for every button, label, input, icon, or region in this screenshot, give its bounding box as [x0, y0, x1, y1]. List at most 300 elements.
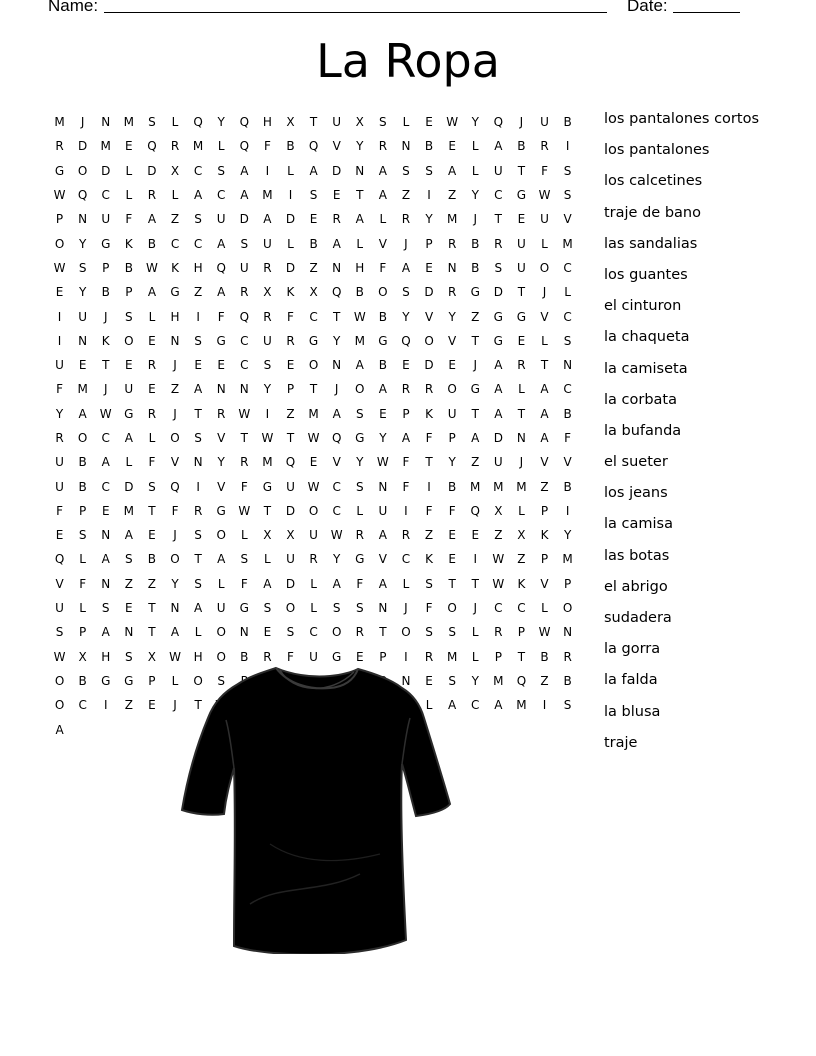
grid-letter[interactable]: L — [541, 333, 548, 348]
grid-letter[interactable]: Y — [448, 455, 456, 470]
grid-letter[interactable]: R — [170, 139, 180, 154]
grid-letter[interactable]: V — [378, 552, 387, 567]
grid-letter[interactable]: T — [356, 188, 364, 203]
grid-letter[interactable]: C — [309, 309, 318, 324]
grid-letter[interactable]: A — [170, 625, 180, 640]
grid-letter[interactable]: F — [541, 163, 548, 178]
grid-letter[interactable]: E — [448, 139, 456, 154]
grid-letter[interactable]: R — [240, 285, 249, 300]
grid-letter[interactable]: V — [563, 212, 572, 227]
grid-letter[interactable]: B — [240, 649, 249, 664]
grid-letter[interactable]: C — [494, 188, 503, 203]
grid-letter[interactable]: L — [310, 576, 317, 591]
grid-letter[interactable]: R — [401, 528, 411, 543]
grid-letter[interactable]: U — [493, 455, 503, 470]
grid-letter[interactable]: F — [125, 212, 133, 227]
grid-letter[interactable]: A — [101, 625, 110, 640]
grid-letter[interactable]: P — [494, 649, 502, 664]
grid-letter[interactable]: K — [171, 260, 179, 275]
grid-letter[interactable]: X — [286, 528, 295, 543]
grid-letter[interactable]: O — [308, 358, 319, 373]
grid-letter[interactable]: D — [285, 260, 296, 275]
grid-letter[interactable]: Y — [563, 528, 572, 543]
grid-letter[interactable]: I — [103, 698, 108, 713]
grid-letter[interactable]: Z — [309, 260, 318, 275]
grid-letter[interactable]: N — [378, 479, 388, 494]
grid-letter[interactable]: Y — [471, 115, 479, 130]
grid-letter[interactable]: A — [378, 528, 387, 543]
grid-letter[interactable]: L — [171, 188, 179, 203]
grid-letter[interactable]: S — [563, 188, 572, 203]
grid-letter[interactable]: Y — [78, 236, 87, 251]
grid-letter[interactable]: E — [217, 358, 225, 373]
grid-letter[interactable]: E — [471, 528, 480, 543]
grid-letter[interactable]: V — [563, 455, 572, 470]
grid-letter[interactable]: R — [401, 212, 411, 227]
grid-letter[interactable]: P — [148, 673, 156, 688]
grid-letter[interactable]: K — [517, 576, 526, 591]
grid-letter[interactable]: T — [333, 309, 341, 324]
grid-letter[interactable]: U — [286, 479, 295, 494]
grid-letter[interactable]: C — [101, 479, 110, 494]
grid-letter[interactable]: W — [492, 552, 505, 567]
grid-letter[interactable]: L — [564, 285, 571, 300]
grid-letter[interactable]: J — [473, 212, 477, 227]
grid-letter[interactable]: C — [193, 163, 203, 178]
grid-letter[interactable]: D — [147, 163, 157, 178]
grid-letter[interactable]: N — [193, 455, 203, 470]
grid-letter[interactable]: N — [101, 576, 111, 591]
grid-letter[interactable]: Q — [239, 115, 250, 130]
grid-letter[interactable]: R — [55, 139, 64, 154]
grid-letter[interactable]: L — [79, 601, 86, 616]
grid-letter[interactable]: M — [77, 382, 88, 397]
grid-letter[interactable]: X — [170, 163, 180, 178]
grid-letter[interactable]: D — [493, 431, 503, 445]
grid-letter[interactable]: E — [309, 212, 318, 227]
grid-letter[interactable]: N — [355, 163, 365, 178]
grid-letter[interactable]: T — [194, 406, 202, 421]
grid-letter[interactable]: O — [193, 673, 203, 688]
grid-letter[interactable]: T — [494, 212, 502, 227]
grid-letter[interactable]: K — [286, 285, 295, 300]
grid-letter[interactable]: I — [427, 479, 431, 494]
grid-letter[interactable]: I — [265, 163, 270, 178]
grid-letter[interactable]: Z — [540, 673, 549, 688]
grid-letter[interactable]: O — [355, 382, 365, 397]
grid-letter[interactable]: T — [471, 333, 479, 348]
grid-letter[interactable]: R — [563, 649, 572, 664]
grid-letter[interactable]: E — [194, 358, 202, 373]
grid-letter[interactable]: X — [263, 528, 272, 543]
grid-letter[interactable]: F — [263, 139, 271, 154]
grid-letter[interactable]: B — [563, 673, 572, 688]
grid-letter[interactable]: E — [425, 673, 433, 688]
grid-letter[interactable]: G — [101, 236, 111, 251]
grid-letter[interactable]: A — [355, 212, 364, 227]
grid-letter[interactable]: T — [240, 431, 248, 445]
grid-letter[interactable]: A — [378, 163, 387, 178]
grid-letter[interactable]: G — [493, 333, 503, 348]
grid-letter[interactable]: H — [193, 649, 203, 664]
grid-letter[interactable]: E — [355, 649, 364, 664]
grid-letter[interactable]: A — [101, 455, 110, 470]
grid-letter[interactable]: Z — [494, 528, 503, 543]
grid-letter[interactable]: A — [332, 236, 341, 251]
grid-letter[interactable]: W — [238, 503, 251, 518]
grid-letter[interactable]: B — [286, 139, 295, 154]
grid-letter[interactable]: J — [173, 528, 177, 543]
grid-letter[interactable]: R — [217, 406, 226, 421]
grid-letter[interactable]: S — [425, 625, 433, 640]
grid-letter[interactable]: R — [494, 625, 503, 640]
grid-letter[interactable]: L — [217, 139, 225, 154]
grid-letter[interactable]: E — [125, 358, 133, 373]
grid-letter[interactable]: W — [238, 406, 251, 421]
grid-letter[interactable]: T — [517, 285, 526, 300]
grid-letter[interactable]: C — [332, 479, 341, 494]
grid-letter[interactable]: M — [470, 479, 481, 494]
grid-letter[interactable]: P — [286, 382, 295, 397]
grid-letter[interactable]: B — [563, 479, 572, 494]
grid-letter[interactable]: A — [147, 285, 157, 300]
grid-letter[interactable]: A — [378, 576, 387, 591]
grid-letter[interactable]: S — [194, 333, 202, 348]
grid-letter[interactable]: A — [378, 382, 387, 397]
grid-letter[interactable]: T — [471, 406, 479, 421]
grid-letter[interactable]: T — [148, 503, 156, 518]
grid-letter[interactable]: X — [355, 115, 364, 130]
grid-letter[interactable]: U — [517, 260, 526, 275]
grid-letter[interactable]: A — [217, 552, 226, 567]
grid-letter[interactable]: Y — [263, 382, 272, 397]
grid-letter[interactable]: U — [540, 115, 549, 130]
grid-letter[interactable]: Q — [331, 431, 342, 445]
grid-letter[interactable]: A — [263, 212, 272, 227]
grid-letter[interactable]: K — [425, 406, 433, 421]
grid-letter[interactable]: E — [286, 358, 295, 373]
grid-letter[interactable]: Z — [471, 455, 480, 470]
grid-letter[interactable]: B — [448, 479, 457, 494]
grid-letter[interactable]: L — [471, 139, 479, 154]
grid-letter[interactable]: W — [145, 260, 158, 275]
grid-letter[interactable]: Q — [331, 285, 342, 300]
grid-letter[interactable]: O — [54, 236, 65, 251]
grid-letter[interactable]: J — [519, 455, 524, 470]
grid-letter[interactable]: O — [124, 333, 134, 348]
grid-letter[interactable]: P — [517, 625, 526, 640]
grid-letter[interactable]: P — [563, 576, 572, 591]
grid-letter[interactable]: B — [147, 552, 157, 567]
grid-letter[interactable]: Y — [471, 188, 479, 203]
grid-letter[interactable]: L — [79, 552, 86, 567]
grid-letter[interactable]: S — [217, 163, 226, 178]
grid-letter[interactable]: U — [262, 333, 272, 348]
grid-letter[interactable]: O — [170, 552, 180, 567]
grid-letter[interactable]: F — [402, 455, 410, 470]
grid-letter[interactable]: A — [494, 382, 503, 397]
grid-letter[interactable]: P — [55, 212, 64, 227]
grid-letter[interactable]: O — [424, 333, 434, 348]
grid-letter[interactable]: X — [517, 528, 526, 543]
grid-letter[interactable]: N — [332, 260, 342, 275]
grid-letter[interactable]: S — [355, 601, 364, 616]
grid-letter[interactable]: F — [148, 455, 156, 470]
grid-letter[interactable]: T — [286, 431, 295, 445]
grid-letter[interactable]: N — [401, 673, 411, 688]
grid-letter[interactable]: M — [562, 236, 573, 251]
grid-letter[interactable]: E — [379, 406, 387, 421]
grid-letter[interactable]: L — [379, 212, 387, 227]
grid-letter[interactable]: V — [170, 455, 180, 470]
grid-letter[interactable]: A — [494, 698, 503, 713]
grid-letter[interactable]: X — [286, 115, 295, 130]
grid-letter[interactable]: D — [332, 163, 342, 178]
grid-letter[interactable]: C — [494, 601, 503, 616]
grid-letter[interactable]: A — [147, 212, 157, 227]
grid-letter[interactable]: M — [446, 649, 458, 664]
grid-letter[interactable]: A — [540, 431, 549, 445]
grid-letter[interactable]: R — [447, 236, 457, 251]
grid-letter[interactable]: B — [147, 236, 157, 251]
grid-letter[interactable]: S — [448, 625, 456, 640]
grid-letter[interactable]: Q — [170, 479, 180, 494]
grid-letter[interactable]: J — [404, 236, 408, 251]
grid-letter[interactable]: Z — [401, 188, 411, 203]
grid-letter[interactable]: G — [493, 309, 503, 324]
grid-letter[interactable]: P — [102, 260, 110, 275]
grid-letter[interactable]: E — [148, 528, 156, 543]
grid-letter[interactable]: P — [402, 406, 410, 421]
grid-letter[interactable]: S — [355, 479, 364, 494]
grid-letter[interactable]: M — [123, 115, 134, 130]
grid-letter[interactable]: W — [53, 188, 66, 203]
grid-letter[interactable]: F — [564, 431, 572, 445]
grid-letter[interactable]: B — [101, 285, 110, 300]
grid-letter[interactable]: G — [262, 479, 273, 494]
grid-letter[interactable]: G — [470, 285, 480, 300]
grid-letter[interactable]: Q — [77, 188, 88, 203]
grid-letter[interactable]: S — [125, 552, 133, 567]
grid-letter[interactable]: I — [57, 333, 62, 348]
grid-letter[interactable]: Q — [193, 115, 203, 130]
grid-letter[interactable]: H — [355, 260, 365, 275]
grid-letter[interactable]: U — [55, 601, 64, 616]
grid-letter[interactable]: Z — [170, 212, 180, 227]
grid-letter[interactable]: C — [240, 358, 249, 373]
grid-letter[interactable]: Y — [333, 333, 341, 348]
grid-letter[interactable]: I — [404, 503, 408, 518]
grid-letter[interactable]: U — [124, 382, 134, 397]
grid-letter[interactable]: T — [540, 358, 549, 373]
grid-letter[interactable]: B — [471, 236, 480, 251]
grid-letter[interactable]: Y — [448, 309, 456, 324]
grid-letter[interactable]: A — [194, 601, 203, 616]
grid-letter[interactable]: N — [78, 333, 88, 348]
grid-letter[interactable]: R — [540, 139, 549, 154]
grid-letter[interactable]: M — [516, 698, 527, 713]
grid-letter[interactable]: U — [332, 115, 342, 130]
grid-letter[interactable]: A — [194, 382, 203, 397]
grid-letter[interactable]: S — [402, 163, 410, 178]
grid-letter[interactable]: C — [563, 260, 572, 275]
grid-letter[interactable]: E — [148, 333, 156, 348]
grid-letter[interactable]: J — [334, 382, 339, 397]
grid-letter[interactable]: A — [471, 431, 480, 445]
grid-letter[interactable]: W — [492, 576, 505, 591]
grid-letter[interactable]: Y — [379, 431, 387, 445]
grid-letter[interactable]: G — [54, 163, 65, 178]
grid-letter[interactable]: A — [101, 552, 110, 567]
grid-letter[interactable]: L — [125, 188, 133, 203]
grid-letter[interactable]: O — [378, 285, 388, 300]
grid-letter[interactable]: V — [217, 431, 226, 445]
grid-letter[interactable]: C — [101, 431, 110, 445]
grid-letter[interactable]: H — [170, 309, 180, 324]
grid-letter[interactable]: Q — [239, 309, 250, 324]
grid-letter[interactable]: Y — [356, 139, 364, 154]
grid-letter[interactable]: F — [79, 576, 87, 591]
grid-letter[interactable]: B — [78, 479, 87, 494]
grid-letter[interactable]: D — [424, 358, 434, 373]
grid-letter[interactable]: B — [78, 673, 87, 688]
grid-letter[interactable]: K — [425, 552, 433, 567]
grid-letter[interactable]: D — [78, 139, 88, 154]
grid-letter[interactable]: U — [517, 236, 526, 251]
grid-letter[interactable]: G — [378, 333, 388, 348]
grid-letter[interactable]: Z — [124, 698, 133, 713]
grid-letter[interactable]: L — [125, 455, 133, 470]
grid-letter[interactable]: U — [78, 309, 88, 324]
grid-letter[interactable]: A — [448, 698, 457, 713]
grid-letter[interactable]: W — [53, 260, 66, 275]
grid-letter[interactable]: S — [286, 625, 295, 640]
grid-letter[interactable]: S — [78, 528, 87, 543]
grid-letter[interactable]: L — [471, 163, 479, 178]
grid-letter[interactable]: M — [354, 333, 365, 348]
grid-letter[interactable]: R — [263, 309, 272, 324]
grid-letter[interactable]: S — [563, 333, 572, 348]
grid-letter[interactable]: L — [541, 236, 548, 251]
grid-letter[interactable]: R — [378, 139, 388, 154]
grid-letter[interactable]: S — [148, 115, 156, 130]
grid-letter[interactable]: M — [308, 406, 319, 421]
grid-letter[interactable]: M — [54, 115, 65, 130]
grid-letter[interactable]: O — [170, 431, 180, 445]
grid-letter[interactable]: H — [101, 649, 111, 664]
grid-letter[interactable]: A — [494, 358, 503, 373]
grid-letter[interactable]: P — [125, 285, 133, 300]
grid-letter[interactable]: N — [101, 528, 111, 543]
grid-letter[interactable]: L — [402, 115, 410, 130]
grid-letter[interactable]: Z — [540, 479, 549, 494]
grid-letter[interactable]: A — [378, 188, 387, 203]
grid-letter[interactable]: S — [379, 115, 387, 130]
grid-letter[interactable]: R — [147, 406, 157, 421]
grid-letter[interactable]: N — [516, 431, 526, 445]
grid-letter[interactable]: J — [103, 382, 108, 397]
grid-letter[interactable]: Q — [470, 503, 480, 518]
grid-letter[interactable]: Q — [516, 673, 527, 688]
grid-letter[interactable]: Z — [286, 406, 295, 421]
grid-letter[interactable]: C — [517, 601, 526, 616]
grid-letter[interactable]: H — [193, 260, 203, 275]
grid-letter[interactable]: A — [78, 406, 87, 421]
grid-letter[interactable]: R — [147, 358, 157, 373]
grid-letter[interactable]: O — [447, 601, 457, 616]
grid-letter[interactable]: E — [517, 212, 526, 227]
grid-letter[interactable]: W — [261, 431, 274, 445]
grid-letter[interactable]: U — [55, 455, 64, 470]
grid-letter[interactable]: A — [355, 358, 364, 373]
grid-letter[interactable]: B — [517, 139, 526, 154]
grid-letter[interactable]: Q — [493, 115, 504, 130]
grid-letter[interactable]: T — [148, 601, 156, 616]
grid-letter[interactable]: Q — [147, 139, 157, 154]
grid-letter[interactable]: O — [216, 625, 226, 640]
grid-letter[interactable]: U — [309, 528, 318, 543]
grid-letter[interactable]: S — [240, 552, 249, 567]
grid-letter[interactable]: F — [287, 649, 294, 664]
grid-letter[interactable]: Y — [356, 455, 364, 470]
grid-letter[interactable]: D — [124, 479, 134, 494]
grid-letter[interactable]: T — [148, 625, 156, 640]
grid-letter[interactable]: V — [540, 455, 549, 470]
grid-letter[interactable]: V — [332, 455, 341, 470]
grid-letter[interactable]: X — [78, 649, 87, 664]
grid-letter[interactable]: F — [287, 309, 294, 324]
grid-letter[interactable]: T — [194, 552, 202, 567]
grid-letter[interactable]: Y — [217, 115, 225, 130]
grid-letter[interactable]: U — [55, 479, 64, 494]
grid-letter[interactable]: R — [55, 431, 64, 445]
grid-letter[interactable]: S — [240, 236, 249, 251]
grid-letter[interactable]: S — [425, 576, 433, 591]
grid-letter[interactable]: T — [517, 406, 526, 421]
grid-letter[interactable]: M — [100, 139, 111, 154]
grid-letter[interactable]: W — [376, 455, 389, 470]
grid-letter[interactable]: S — [448, 673, 456, 688]
grid-letter[interactable]: R — [286, 333, 295, 348]
grid-letter[interactable]: J — [542, 285, 547, 300]
grid-letter[interactable]: R — [147, 188, 157, 203]
grid-letter[interactable]: T — [425, 455, 433, 470]
grid-letter[interactable]: L — [310, 601, 317, 616]
grid-letter[interactable]: B — [540, 649, 549, 664]
grid-letter[interactable]: N — [378, 601, 388, 616]
grid-letter[interactable]: L — [541, 601, 548, 616]
grid-letter[interactable]: M — [262, 188, 273, 203]
grid-letter[interactable]: G — [308, 333, 319, 348]
grid-letter[interactable]: I — [565, 503, 570, 518]
grid-letter[interactable]: R — [424, 382, 434, 397]
grid-letter[interactable]: P — [540, 503, 549, 518]
grid-letter[interactable]: E — [101, 503, 110, 518]
grid-letter[interactable]: O — [539, 260, 550, 275]
grid-letter[interactable]: J — [404, 601, 408, 616]
grid-letter[interactable]: S — [194, 212, 202, 227]
grid-letter[interactable]: S — [101, 601, 110, 616]
date-blank[interactable] — [673, 12, 740, 13]
grid-letter[interactable]: V — [55, 576, 64, 591]
grid-letter[interactable]: Y — [171, 576, 179, 591]
grid-letter[interactable]: F — [56, 382, 63, 397]
grid-letter[interactable]: G — [332, 649, 342, 664]
grid-letter[interactable]: S — [309, 188, 318, 203]
grid-letter[interactable]: S — [55, 625, 64, 640]
grid-letter[interactable]: X — [263, 285, 272, 300]
grid-letter[interactable]: L — [148, 309, 156, 324]
